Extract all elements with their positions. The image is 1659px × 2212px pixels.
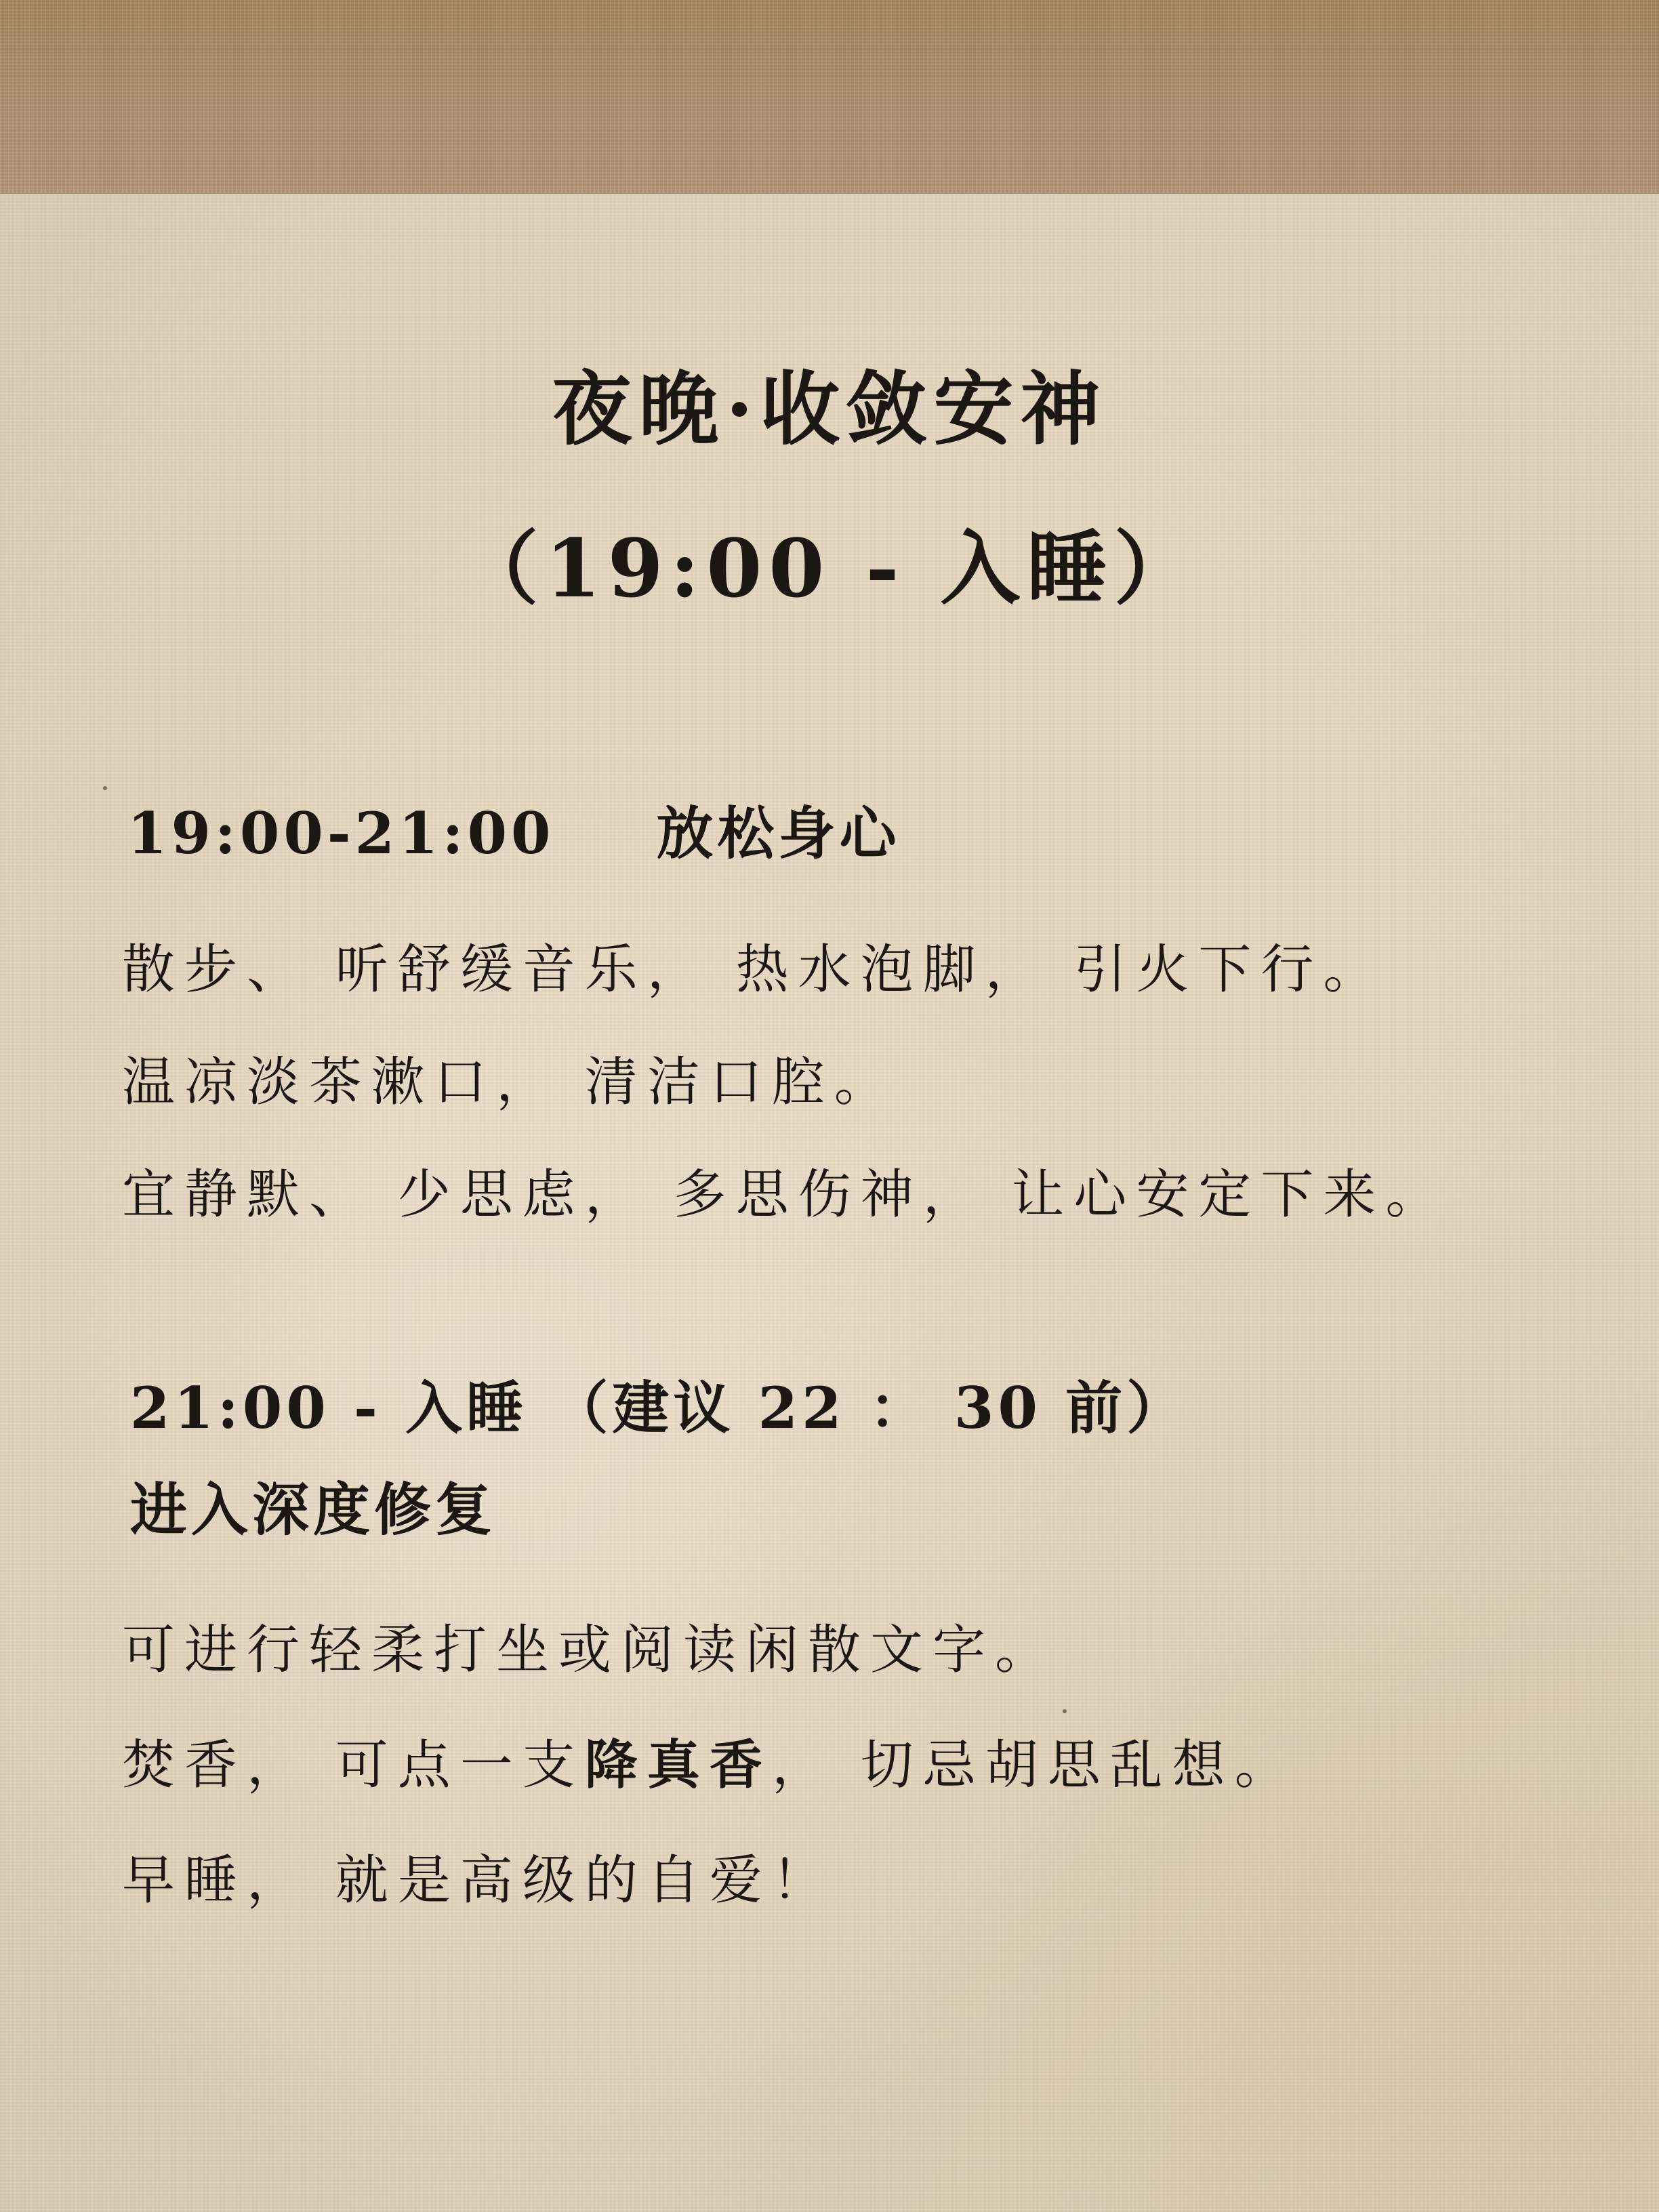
paper-speck: [103, 786, 107, 790]
section1-line-1: 散步、 听舒缓音乐， 热水泡脚， 引火下行。: [122, 939, 1386, 1000]
section2-subheading: 进入深度修复: [130, 1476, 497, 1543]
section1-line-2: 温凉淡茶漱口， 清洁口腔。: [122, 1052, 897, 1113]
section2-line-3: 早睡， 就是高级的自爱！: [122, 1850, 834, 1911]
page-subtitle-time-range: （19:00 - 入睡）: [458, 521, 1201, 615]
section1-line-3: 宜静默、 少思虑， 多思伤神， 让心安定下来。: [122, 1164, 1448, 1225]
section1-heading: [127, 800, 901, 867]
section2-line-2: [122, 1734, 1297, 1796]
paper-speck: [1063, 1709, 1067, 1713]
top-fabric-band: [0, 0, 1659, 194]
section2-heading: 21:00 - 入睡 （建议 22 ： 30 前）: [130, 1374, 1188, 1441]
section1-time: 19:00-21:00: [127, 800, 555, 867]
section1-label: 放松身心: [656, 800, 901, 867]
section2-line-2-pre: 焚香， 可点一支: [122, 1735, 585, 1796]
page-title: 夜晚·收敛安神: [552, 362, 1107, 456]
section2-line-2-post: ， 切忌胡思乱想。: [771, 1735, 1297, 1796]
incense-name: 降真香: [584, 1734, 772, 1796]
section2-line-1: 可进行轻柔打坐或阅读闲散文字。: [122, 1620, 1058, 1681]
